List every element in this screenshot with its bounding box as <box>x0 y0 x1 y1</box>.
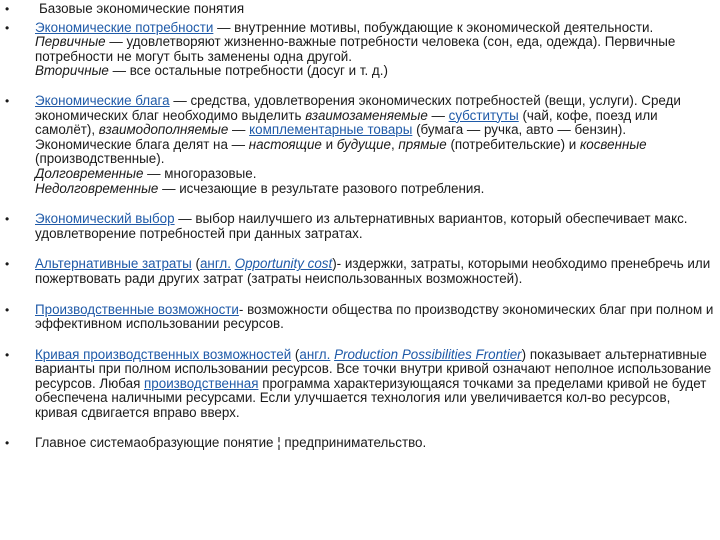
link-alternative-costs[interactable]: Альтернативные затраты <box>35 256 192 272</box>
bullet-icon: • <box>5 257 10 272</box>
term-complementary: взаимодополняемые <box>98 122 229 138</box>
goods-definition <box>35 94 714 167</box>
needs-text: — внутренние мотивы, побуждающие к экономической деятельности. <box>213 19 654 35</box>
link-substitutes[interactable]: субституты <box>448 107 519 123</box>
list-item-title <box>0 2 720 17</box>
primary-text: — удовлетворяют жизненно-важные потребности человека (сон, еда, одежда). Первичные потребности не могут быть заменены одна другой. <box>35 34 676 64</box>
choice-definition <box>35 212 714 241</box>
goods-text: , <box>390 136 399 152</box>
link-economic-choice[interactable]: Экономический выбор <box>35 211 175 227</box>
bullet-icon: • <box>5 435 10 450</box>
opportunity-cost-definition <box>35 257 714 286</box>
bullet-icon: • <box>5 347 10 362</box>
link-english[interactable]: англ. <box>199 256 231 272</box>
secondary-term: Вторичные <box>35 63 109 79</box>
link-opportunity-cost[interactable]: Opportunity cost <box>234 256 333 272</box>
bullet-icon: • <box>5 2 10 16</box>
goods-text: (потребительские) и <box>446 136 580 152</box>
bullet-icon: • <box>5 212 10 227</box>
bullet-icon: • <box>5 93 10 108</box>
link-production-possibilities-frontier[interactable]: Production Possibilities Frontier <box>334 346 522 362</box>
goods-text: (производственные). <box>35 151 165 167</box>
ppf-text: ( <box>291 346 300 362</box>
link-economic-needs[interactable]: Экономические потребности <box>35 19 214 35</box>
link-ppf-curve[interactable]: Кривая производственных возможностей <box>35 346 292 362</box>
ppf-definition <box>35 348 714 421</box>
link-production[interactable]: производственная <box>144 375 259 391</box>
production-text: - возможности общества по производству экономических благ при полном и эффективном использовании ресурсов. <box>35 301 714 332</box>
durable-text: — многоразовые. <box>143 165 257 181</box>
bullet-icon: • <box>5 20 10 35</box>
goods-text: — <box>427 107 449 123</box>
primary-term: Первичные <box>35 34 106 50</box>
goods-text: (чай, кофе, поезд или самолёт), <box>35 107 658 138</box>
goods-text: (бумага — ручка, авто — бензин). Экономические блага делят на — <box>35 122 627 152</box>
ppf-text: программа характеризующаяся точками за пределами кривой не будет обеспечена наличными ресурсами. Если улучшается технология или увеличивается кол-во ресурсов, кривая сдвигается вправо вверх. <box>35 375 707 421</box>
link-economic-goods[interactable]: Экономические блага <box>35 92 170 108</box>
term-indirect: косвенные <box>579 136 647 152</box>
nondurable-text: — исчезающие в результате разового потребления. <box>158 180 485 196</box>
secondary-needs <box>35 64 714 79</box>
choice-text: — выбор наилучшего из альтернативных вариантов, который обеспечивает макс. удовлетворение потребностей при данных затратах. <box>35 211 688 241</box>
term-durable: Долговременные <box>35 165 144 181</box>
term-future: будущие <box>336 136 391 152</box>
nondurable-goods <box>35 182 714 197</box>
list-item-goods <box>0 94 720 196</box>
bullet-icon: • <box>5 302 10 317</box>
durable-goods <box>35 167 714 182</box>
goods-text: — <box>228 122 250 138</box>
concept-list <box>0 2 720 450</box>
term-nondurable: Недолговременные <box>35 180 159 196</box>
list-title: Базовые экономические понятия <box>39 1 245 16</box>
link-english[interactable]: англ. <box>299 346 331 362</box>
list-item-ppf <box>0 348 720 421</box>
list-item-opportunity-cost <box>0 257 720 286</box>
secondary-text: — все остальные потребности (досуг и т. д.) <box>108 63 388 79</box>
list-item-choice <box>0 212 720 241</box>
primary-needs <box>35 35 714 64</box>
entrepreneurship-text: Главное системаобразующие понятие ¦ предпринимательство. <box>35 434 427 450</box>
link-production-possibilities[interactable]: Производственные возможности <box>35 301 239 317</box>
list-item-entrepreneurship <box>0 436 720 451</box>
ppf-text: ) показывает альтернативные варианты при полном использовании ресурсов. Все точки внутри кривой означают неполное использование ресурсов. Любая <box>35 346 712 391</box>
cost-text: )- издержки, затраты, которыми необходимо пренебречь или пожертвовать ради других затрат (затраты неиспользованных возможностей). <box>35 256 711 286</box>
link-complementary-goods[interactable]: комплементарные товары <box>249 122 413 138</box>
list-item-production-possibilities <box>0 303 720 332</box>
goods-text: — средства, удовлетворения экономических потребностей (вещи, услуги). Среди экономических благ необходимо выделить <box>35 92 681 123</box>
list-item-needs <box>0 21 720 79</box>
term-direct: прямые <box>398 136 447 152</box>
production-possibilities-definition <box>35 303 714 332</box>
cost-text: ( <box>191 256 200 272</box>
term-substitutable: взаимозаменяемые <box>305 107 428 123</box>
goods-text: и <box>321 136 337 152</box>
term-present: настоящие <box>248 136 322 152</box>
needs-definition <box>35 21 714 36</box>
